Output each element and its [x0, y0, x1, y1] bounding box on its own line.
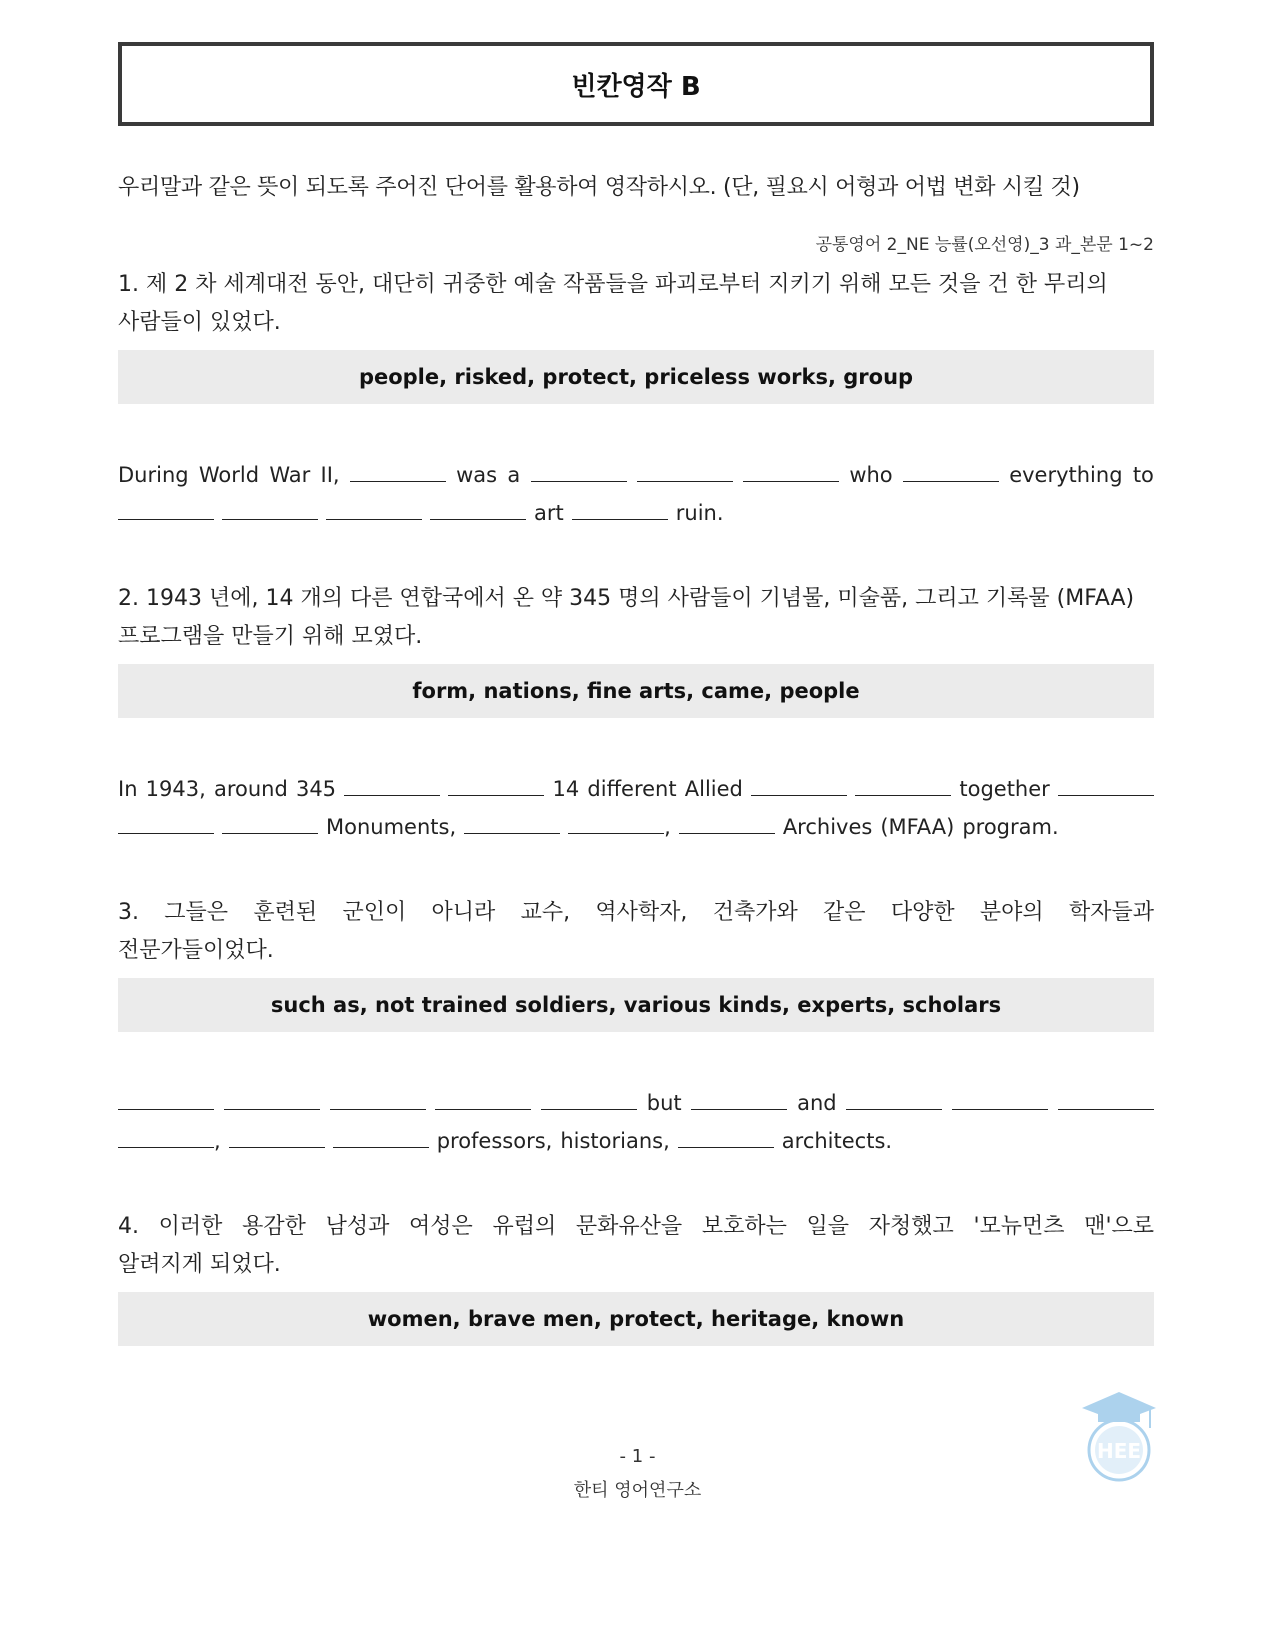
question-2-answer: In 1943, around 345 14 different Allied together Monuments, , Archives (MFAA) program. — [118, 770, 1154, 846]
answer-blank[interactable] — [952, 1087, 1048, 1110]
answer-blank[interactable] — [572, 497, 668, 520]
question-3-hint: such as, not trained soldiers, various kinds, experts, scholars — [118, 978, 1154, 1032]
instruction-text: 우리말과 같은 뜻이 되도록 주어진 단어를 활용하여 영작하시오. (단, 필요시 어형과 어법 변화 시킬 것) — [118, 175, 1080, 200]
answer-blank[interactable] — [637, 459, 733, 482]
answer-blank[interactable] — [531, 459, 627, 482]
answer-blank[interactable] — [541, 1087, 637, 1110]
answer-blank[interactable] — [679, 811, 775, 834]
answer-blank[interactable] — [118, 811, 214, 834]
question-2-korean: 2. 1943 년에, 14 개의 다른 연합국에서 온 약 345 명의 사람들이 기념물, 미술품, 그리고 기록물 (MFAA) 프로그램을 만들기 위해 모였다. — [118, 586, 1135, 649]
answer-blank[interactable] — [330, 1087, 426, 1110]
answer-blank[interactable] — [568, 811, 664, 834]
question-3-korean: 3. 그들은 훈련된 군인이 아니라 교수, 역사학자, 건축가와 같은 다양한 분야의 학자들과 전문가들이었다. — [118, 900, 1154, 963]
question-2-hint: form, nations, fine arts, came, people — [118, 664, 1154, 718]
answer-blank[interactable] — [118, 1125, 214, 1148]
answer-blank[interactable] — [751, 773, 847, 796]
answer-blank[interactable] — [118, 1087, 214, 1110]
question-3-answer: but and , professors, historians, architects. — [118, 1084, 1154, 1160]
source-label: 공통영어 2_NE 능률(오선영)_3 과_본문 1~2 — [815, 235, 1154, 255]
answer-blank[interactable] — [350, 459, 446, 482]
question-1-korean: 1. 제 2 차 세계대전 동안, 대단히 귀중한 예술 작품들을 파괴로부터 지키기 위해 모든 것을 건 한 무리의 사람들이 있었다. — [118, 272, 1108, 335]
question-4-korean: 4. 이러한 용감한 남성과 여성은 유럽의 문화유산을 보호하는 일을 자청했고 '모뉴먼츠 맨'으로 알려지게 되었다. — [118, 1214, 1154, 1277]
question-1 — [118, 266, 1154, 532]
answer-blank[interactable] — [448, 773, 544, 796]
question-4-hint: women, brave men, protect, heritage, known — [118, 1292, 1154, 1346]
hee-logo-icon — [1078, 1388, 1160, 1484]
question-4 — [118, 1208, 1154, 1346]
svg-text:HEE: HEE — [1096, 1439, 1142, 1463]
answer-blank[interactable] — [855, 773, 951, 796]
answer-blank[interactable] — [222, 811, 318, 834]
answer-blank[interactable] — [229, 1125, 325, 1148]
title-box — [118, 42, 1154, 126]
question-1-hint: people, risked, protect, priceless works, group — [118, 350, 1154, 404]
answer-blank[interactable] — [1058, 773, 1154, 796]
answer-blank[interactable] — [430, 497, 526, 520]
question-1-answer: During World War II, was a who everything to art ruin. — [118, 456, 1154, 532]
answer-blank[interactable] — [743, 459, 839, 482]
answer-blank[interactable] — [464, 811, 560, 834]
answer-blank[interactable] — [846, 1087, 942, 1110]
question-3 — [118, 894, 1154, 1160]
answer-blank[interactable] — [435, 1087, 531, 1110]
answer-blank[interactable] — [691, 1087, 787, 1110]
question-2 — [118, 580, 1154, 846]
answer-blank[interactable] — [678, 1125, 774, 1148]
answer-blank[interactable] — [903, 459, 999, 482]
answer-blank[interactable] — [222, 497, 318, 520]
page-title: 빈칸영작 B — [571, 71, 701, 102]
page-number: - 1 - — [619, 1446, 656, 1467]
answer-blank[interactable] — [118, 497, 214, 520]
answer-blank[interactable] — [344, 773, 440, 796]
answer-blank[interactable] — [326, 497, 422, 520]
answer-blank[interactable] — [1058, 1087, 1154, 1110]
answer-blank[interactable] — [333, 1125, 429, 1148]
footer-institute: 한티 영어연구소 — [573, 1480, 702, 1501]
answer-blank[interactable] — [224, 1087, 320, 1110]
